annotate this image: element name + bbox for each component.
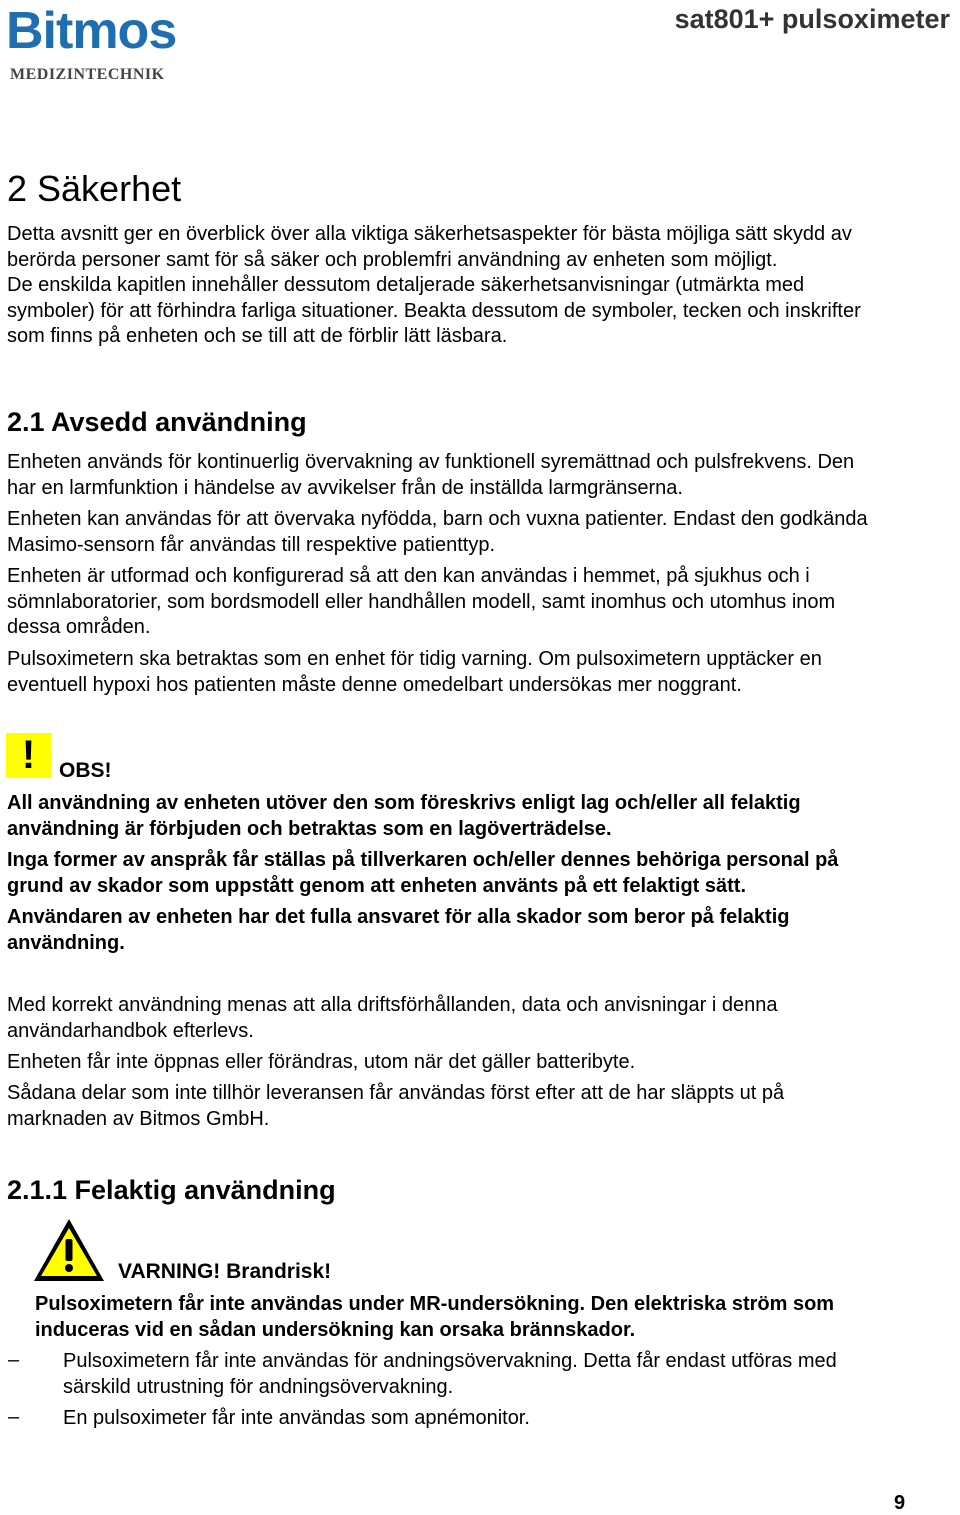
text-line: särskild utrustning för andningsövervakning. bbox=[63, 1375, 454, 1398]
paragraph bbox=[7, 647, 957, 698]
text-line: Pulsoximetern får inte användas under MR-undersökning. Den elektriska ström som bbox=[35, 1293, 835, 1315]
obs-paragraph bbox=[7, 848, 957, 899]
list-item bbox=[63, 1349, 943, 1400]
exclamation-glyph: ! bbox=[21, 733, 36, 777]
intro-line: Detta avsnitt ger en överblick över alla viktiga säkerhetsaspekter för bästa möjliga sätt skydd av bbox=[7, 223, 852, 245]
paragraph bbox=[7, 450, 957, 501]
text-line: har en larmfunktion i händelse av avvikelser från de inställda larmgränserna. bbox=[7, 476, 683, 499]
warning-label: VARNING! Brandrisk! bbox=[118, 1260, 332, 1283]
bullet-dash: – bbox=[8, 1406, 20, 1428]
paragraph bbox=[7, 1050, 957, 1076]
text-line: sömnlaboratorier, som bordsmodell eller handhållen modell, samt inomhus och utomhus inom bbox=[7, 590, 836, 613]
text-line: Med korrekt användning menas att alla driftsförhållanden, data och anvisningar i denna bbox=[7, 994, 778, 1016]
obs-paragraph bbox=[7, 791, 957, 842]
text-line: Masimo-sensorn får användas till respektive patienttyp. bbox=[7, 533, 496, 556]
intro-line: berörda personer samt för så säker och problemfri användning av enheten som möjligt. bbox=[7, 248, 778, 271]
text-line: Enheten kan användas för att övervaka nyfödda, barn och vuxna patienter. Endast den godkända bbox=[7, 508, 868, 530]
section-heading-2: 2 Säkerhet bbox=[7, 168, 182, 209]
intro-line: De enskilda kapitlen innehåller dessutom detaljerade säkerhetsanvisningar (utmärkta med bbox=[7, 274, 805, 296]
text-line: användning är förbjuden och betraktas som en lagöverträdelse. bbox=[7, 817, 612, 840]
paragraph bbox=[7, 507, 957, 558]
text-line: En pulsoximeter får inte användas som apnémonitor. bbox=[63, 1407, 530, 1429]
text-line: Enheten är utformad och konfigurerad så att den kan användas i hemmet, på sjukhus och i bbox=[7, 565, 810, 587]
warning-triangle-icon bbox=[32, 1217, 106, 1283]
text-line: Enheten används för kontinuerlig övervakning av funktionell syremättnad och pulsfrekvens. Den bbox=[7, 451, 855, 473]
paragraph bbox=[7, 1081, 957, 1132]
paragraph bbox=[7, 564, 957, 641]
text-line: dessa områden. bbox=[7, 616, 151, 638]
text-line: marknaden av Bitmos GmbH. bbox=[7, 1107, 270, 1130]
text-line: användarhandbok efterlevs. bbox=[7, 1019, 254, 1042]
obs-paragraph bbox=[7, 905, 957, 956]
paragraph bbox=[7, 993, 957, 1044]
text-line: All användning av enheten utöver den som föreskrivs enligt lag och/eller all felaktig bbox=[7, 792, 801, 814]
company-logo: Bitmos bbox=[6, 2, 177, 60]
section-2-intro bbox=[7, 222, 957, 350]
bullet-dash: – bbox=[8, 1349, 20, 1371]
intro-line: symboler) för att förhindra farliga situationer. Beakta dessutom de symboler, tecken och inskrifter bbox=[7, 299, 861, 322]
page-number: 9 bbox=[894, 1492, 906, 1514]
section-heading-2-1: 2.1 Avsedd användning bbox=[7, 407, 307, 437]
warning-text bbox=[35, 1292, 935, 1343]
text-line: induceras vid en sådan undersökning kan orsaka brännskador. bbox=[35, 1318, 636, 1341]
text-line: Inga former av anspråk får ställas på tillverkaren och/eller dennes behöriga personal på bbox=[7, 849, 839, 871]
obs-label: OBS! bbox=[59, 759, 112, 782]
section-heading-2-1-1: 2.1.1 Felaktig användning bbox=[7, 1175, 336, 1205]
text-line: Användaren av enheten har det fulla ansvaret för alla skador som beror på felaktig bbox=[7, 906, 790, 928]
text-line: användning. bbox=[7, 931, 125, 954]
intro-line: som finns på enheten och se till att de förblir lätt läsbara. bbox=[7, 325, 508, 347]
exclamation-icon bbox=[6, 733, 51, 778]
text-line: grund av skador som uppstått genom att enheten använts på ett felaktigt sätt. bbox=[7, 874, 747, 897]
text-line: Sådana delar som inte tillhör leveransen får användas först efter att de har släppts ut på bbox=[7, 1082, 785, 1104]
text-line: eventuell hypoxi hos patienten måste denne omedelbart undersökas mer noggrant. bbox=[7, 673, 742, 696]
list-item bbox=[63, 1406, 943, 1432]
document-title: sat801+ pulsoximeter bbox=[674, 4, 950, 34]
text-line: Enheten får inte öppnas eller förändras, utom när det gäller batteribyte. bbox=[7, 1051, 636, 1073]
company-logo-subtitle: MEDIZINTECHNIK bbox=[10, 66, 165, 83]
text-line: Pulsoximetern ska betraktas som en enhet för tidig varning. Om pulsoximetern upptäcker en bbox=[7, 648, 822, 670]
text-line: Pulsoximetern får inte användas för andningsövervakning. Detta får endast utföras med bbox=[63, 1350, 837, 1372]
